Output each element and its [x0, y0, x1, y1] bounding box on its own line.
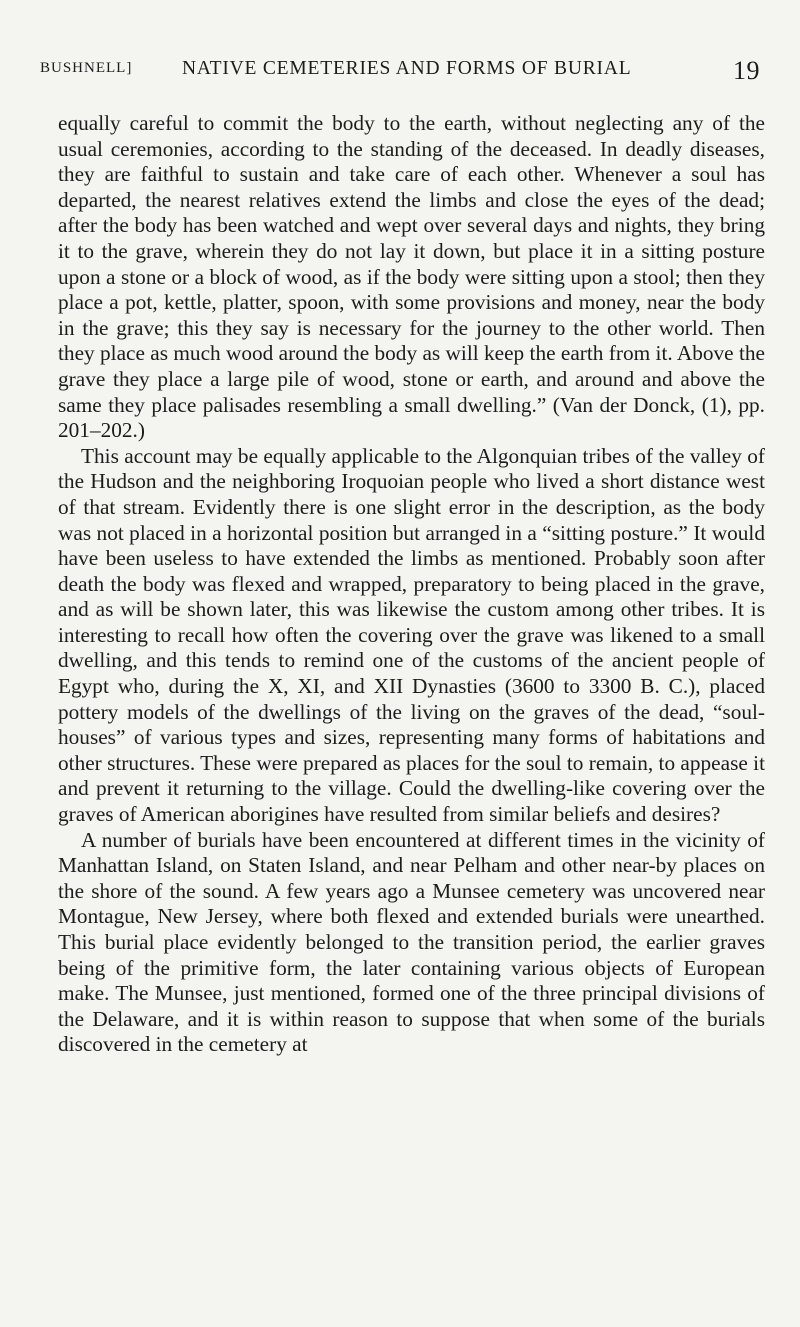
paragraph: A number of burials have been encountered at different times in the vicinity of Manhattan Island, on Staten Island, and near Pelham and other near-by places on the shore of the sound. A few years ago a Munsee cemetery was uncovered near Montague, New Jersey, where both flexed and extended burials were unearthed. This burial place evidently belonged to the transition period, the earlier graves being of the primitive form, the later containing various objects of European make. The Munsee, just mentioned, formed one of the three principal divisions of the Delaware, and it is within reason to suppose that when some of the burials discovered in the cemetery at [58, 827, 765, 1057]
running-head [40, 58, 760, 88]
page-number: 19 [733, 56, 760, 85]
body-text [58, 111, 765, 1058]
running-head-author: BUSHNELL] [40, 60, 133, 76]
running-head-title: NATIVE CEMETERIES AND FORMS OF BURIAL [182, 58, 632, 79]
paragraph: This account may be equally applicable to the Algonquian tribes of the valley of the Hudson and the neighboring Iroquoian people who lived a short distance west of that stream. Evidently there is one slight error in the description, as the body was not placed in a horizontal position but arranged in a “sitting posture.” It would have been useless to have extended the limbs as mentioned. Probably soon after death the body was flexed and wrapped, preparatory to being placed in the grave, and as will be shown later, this was likewise the custom among other tribes. It is interesting to recall how often the covering over the grave was likened to a small dwelling, and this tends to remind one of the customs of the ancient people of Egypt who, during the X, XI, and XII Dynasties (3600 to 3300 B. C.), placed pottery models of the dwellings of the living on the graves of the dead, “soul-houses” of various types and sizes, representing many forms of habitations and other structures. These were prepared as places for the soul to remain, to appease it and prevent it returning to the village. Could the dwelling-like covering over the graves of American aborigines have resulted from similar beliefs and desires? [58, 443, 765, 827]
paragraph-continued: equally careful to commit the body to the earth, without neglecting any of the usual ceremonies, according to the standing of the deceased. In deadly diseases, they are faithful to sustain and take care of each other. Whenever a soul has departed, the nearest relatives extend the limbs and close the eyes of the dead; after the body has been watched and wept over several days and nights, they bring it to the grave, wherein they do not lay it down, but place it in a sitting posture upon a stone or a block of wood, as if the body were sitting upon a stool; then they place a pot, kettle, platter, spoon, with some provisions and money, near the body in the grave; this they say is necessary for the journey to the other world. Then they place as much wood around the body as will keep the earth from it. Above the grave they place a large pile of wood, stone or earth, and around and above the same they place palisades resembling a small dwelling.” (Van der Donck, (1), pp. 201–202.) [58, 111, 765, 443]
